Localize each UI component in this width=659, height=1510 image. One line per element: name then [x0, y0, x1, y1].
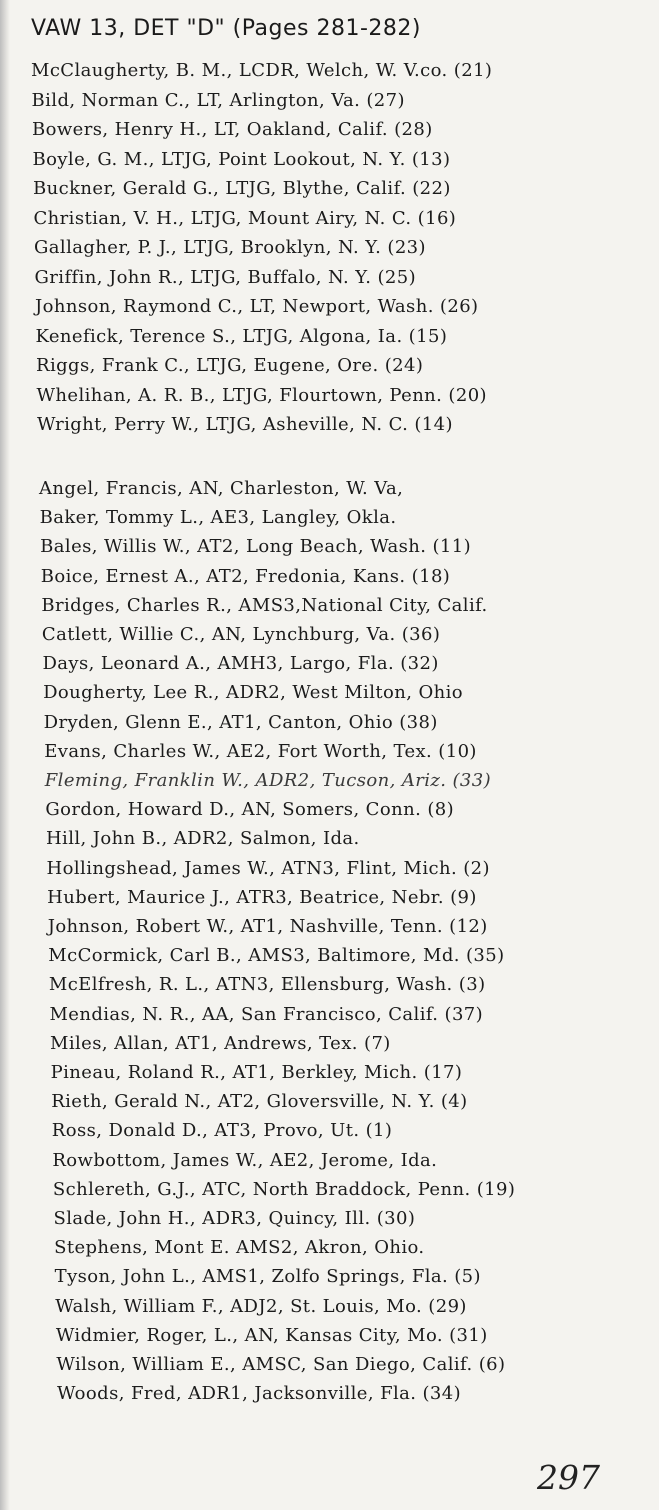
roster-entry: Days, Leonard A., AMH3, Largo, Fla. (32)	[42, 653, 439, 675]
roster-entry: Slade, John H., ADR3, Quincy, Ill. (30)	[53, 1208, 416, 1229]
roster-entry: Widmier, Roger, L., AN, Kansas City, Mo. (31)	[55, 1324, 488, 1346]
roster-entry: Hollingshead, James W., ATN3, Flint, Mich. (2)	[46, 857, 490, 879]
roster-entry: Mendias, N. R., AA, San Francisco, Calif. (37)	[49, 1003, 484, 1025]
roster-entry: Boice, Ernest A., AT2, Fredonia, Kans. (18)	[40, 565, 451, 587]
roster-entry: Kenefick, Terence S., LTJG, Algona, Ia. (15)	[35, 325, 448, 347]
roster-entry: Pineau, Roland R., AT1, Berkley, Mich. (17)	[50, 1062, 463, 1083]
roster-entry: Bales, Willis W., AT2, Long Beach, Wash. (11)	[40, 536, 472, 558]
roster-entry: Buckner, Gerald G., LTJG, Blythe, Calif. (22)	[33, 178, 451, 199]
roster-entry: Gordon, Howard D., AN, Somers, Conn. (8)	[45, 799, 455, 821]
roster-entry: Woods, Fred, ADR1, Jacksonville, Fla. (34)	[57, 1383, 462, 1405]
roster-entry: Rowbottom, James W., AE2, Jerome, Ida.	[52, 1149, 438, 1171]
page-heading: VAW 13, DET "D" (Pages 281-282)	[31, 16, 421, 41]
roster-entry: Dougherty, Lee R., ADR2, West Milton, Ohio	[43, 682, 463, 704]
roster-entry: Ross, Donald D., AT3, Provo, Ut. (1)	[51, 1120, 393, 1142]
page-number: 297	[537, 1458, 600, 1497]
roster-entry: Schlereth, G.J., ATC, North Braddock, Penn. (19)	[52, 1178, 516, 1200]
roster-entry: Boyle, G. M., LTJG, Point Lookout, N. Y. (13)	[32, 148, 451, 170]
roster-entry: McClaugherty, B. M., LCDR, Welch, W. V.co. (21)	[31, 60, 493, 81]
roster-entry: Walsh, William F., ADJ2, St. Louis, Mo. (29)	[55, 1295, 467, 1317]
roster-entry: McElfresh, R. L., ATN3, Ellensburg, Wash. (3)	[48, 974, 486, 996]
roster-entry: Gallagher, P. J., LTJG, Brooklyn, N. Y. (23)	[34, 237, 426, 258]
roster-entry: Christian, V. H., LTJG, Mount Airy, N. C. (16)	[33, 207, 457, 229]
roster-entry: Angel, Francis, AN, Charleston, W. Va,	[39, 478, 404, 499]
roster-entry: Hubert, Maurice J., ATR3, Beatrice, Nebr. (9)	[47, 886, 477, 908]
roster-entry: Fleming, Franklin W., ADR2, Tucson, Ariz. (33)	[44, 770, 492, 791]
roster-entry: Catlett, Willie C., AN, Lynchburg, Va. (36)	[41, 624, 441, 645]
roster-entry: Stephens, Mont E. AMS2, Akron, Ohio.	[54, 1237, 425, 1259]
roster-entry: Tyson, John L., AMS1, Zolfo Springs, Fla. (5)	[54, 1266, 481, 1288]
roster-entry: Bowers, Henry H., LT, Oakland, Calif. (28)	[32, 119, 433, 140]
roster-entry: Bild, Norman C., LT, Arlington, Va. (27)	[31, 89, 405, 111]
roster-entry: Hill, John B., ADR2, Salmon, Ida.	[45, 828, 360, 850]
roster-entry: McCormick, Carl B., AMS3, Baltimore, Md. (35)	[48, 945, 505, 967]
roster-entry: Johnson, Raymond C., LT, Newport, Wash. (26)	[35, 296, 479, 317]
roster-entry: Griffin, John R., LTJG, Buffalo, N. Y. (25)	[34, 266, 417, 288]
roster-entry: Dryden, Glenn E., AT1, Canton, Ohio (38)	[43, 711, 438, 733]
roster-entry: Miles, Allan, AT1, Andrews, Tex. (7)	[50, 1032, 391, 1054]
roster-entry: Riggs, Frank C., LTJG, Eugene, Ore. (24)	[36, 355, 424, 376]
roster-entry: Wilson, William E., AMSC, San Diego, Calif. (6)	[56, 1354, 506, 1375]
roster-entry: Baker, Tommy L., AE3, Langley, Okla.	[39, 507, 397, 529]
roster-entry: Whelihan, A. R. B., LTJG, Flourtown, Penn. (20)	[36, 384, 487, 406]
roster-entry: Evans, Charles W., AE2, Fort Worth, Tex. (10)	[44, 740, 477, 762]
roster-entry: Bridges, Charles R., AMS3,National City, Calif.	[41, 594, 488, 616]
roster-entry: Rieth, Gerald N., AT2, Gloversville, N. Y. (4)	[51, 1091, 468, 1113]
roster-entry: Wright, Perry W., LTJG, Asheville, N. C. (14)	[37, 414, 453, 435]
roster-entry: Johnson, Robert W., AT1, Nashville, Tenn. (12)	[47, 916, 488, 937]
